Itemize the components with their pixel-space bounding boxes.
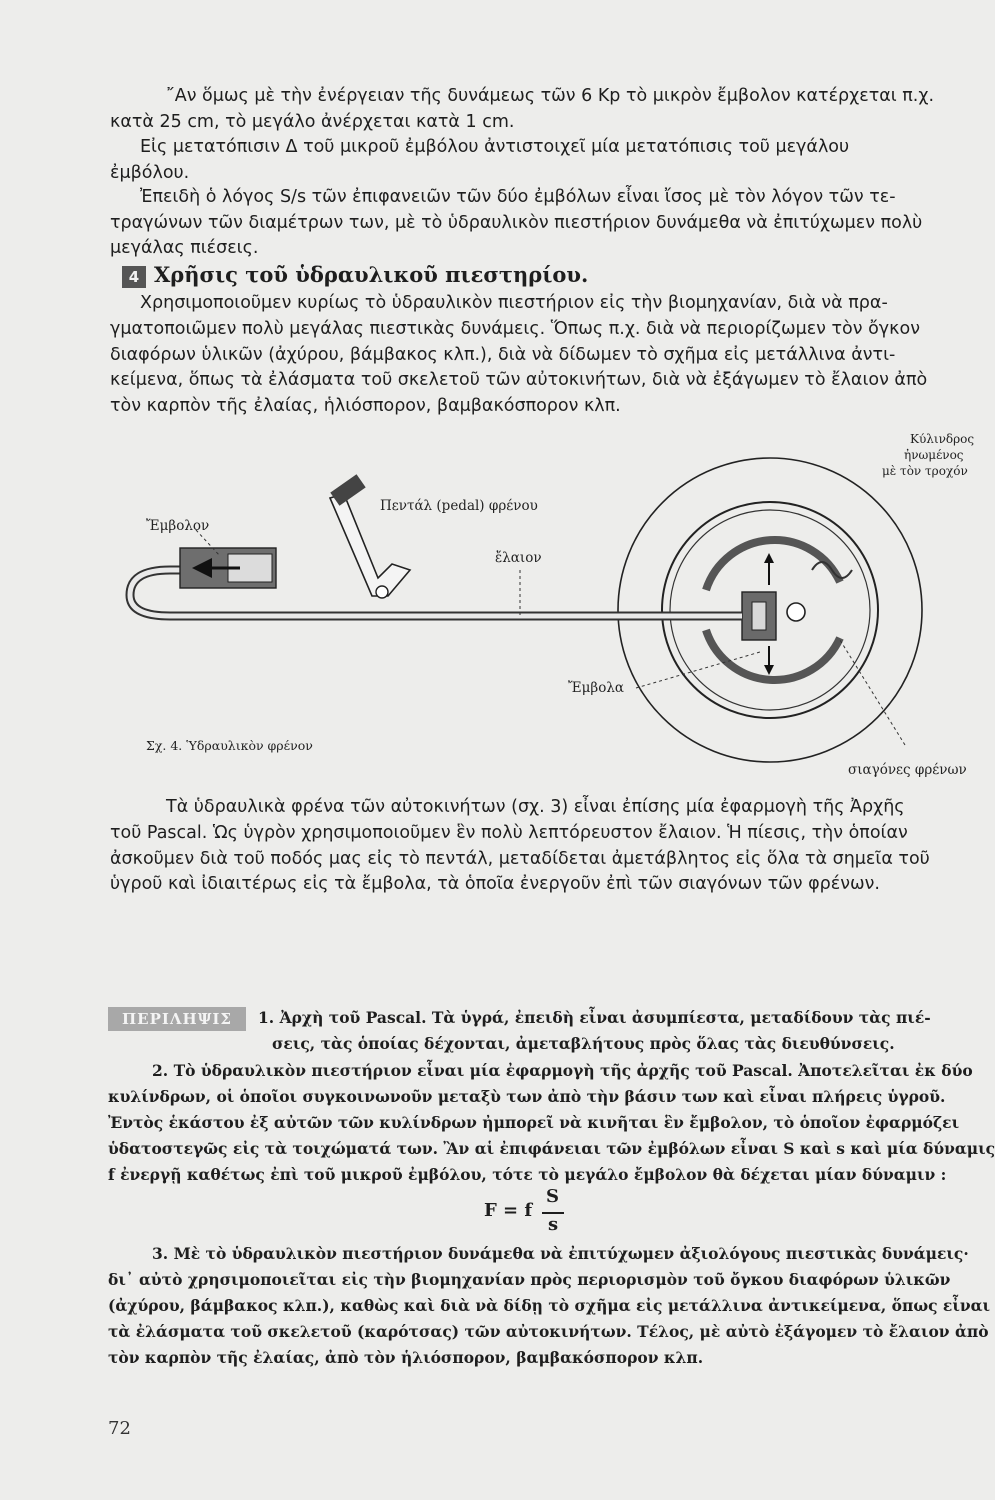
axle-hub [787,603,805,621]
after-figure-line-3: ἀσκοῦμεν διὰ τοῦ ποδός μας εἰς τὸ πεντάλ, μεταδίδεται ἀμετάβλητος εἰς ὅλα τὰ σημεῖα τοῦ [110,849,930,869]
summary-p3-line-2: δι᾿ αὐτὸ χρησιμοποιεῖται εἰς τὴν βιομηχανίαν πρὸς περιορισμὸν τοῦ ὄγκου διαφόρων ὑλικῶν [108,1270,951,1289]
formula-denominator: s [548,1214,559,1235]
summary-p3-line-5: τὸν καρπὸν τῆς ἐλαίας, ἀπὸ τὸν ἡλιόσπορον, βαμβακόσπορον κλπ. [108,1348,704,1367]
intro-line-4: ἐμβόλου. [110,163,190,183]
intro-line-1: ῎Αν ὅμως μὲ τὴν ἐνέργειαν τῆς δυνάμεως τῶν 6 Kp τὸ μικρὸν ἔμβολον κατέρχεται π.χ. [166,86,935,106]
formula-lhs: F = f [484,1200,533,1221]
after-figure-line-2: τοῦ Pascal. Ὡς ὑγρὸν χρησιμοποιοῦμεν ἓν πολὺ λεπτόρευστον ἔλαιον. Ἡ πίεσις, τὴν ὁποίαν [110,823,908,843]
figure-caption: Σχ. 4. Ὑδραυλικὸν φρένον [146,738,313,753]
label-piston: Ἔμβολον [146,518,210,534]
intro-line-7: μεγάλας πιέσεις. [110,238,259,258]
label-pistons: Ἔμβολα [568,680,624,696]
summary-p2-line-5: f ἐνεργῇ καθέτως ἐπὶ τοῦ μικροῦ ἐμβόλου, τότε τὸ μεγάλο ἔμβολον θὰ δέχεται μίαν δύναμιν : [108,1165,947,1184]
margin-label-1: Κύλινδρος [910,432,975,446]
summary-p2-line-2: κυλίνδρων, οἱ ὁποῖοι συγκοινωνοῦν μεταξὺ των ἀπὸ τὴν βάσιν των καὶ εἶναι πλήρεις ὑγροῦ. [108,1087,946,1106]
section-line-1: Χρησιμοποιοῦμεν κυρίως τὸ ὑδραυλικὸν πιεστήριον εἰς τὴν βιομηχανίαν, διὰ νὰ πρα- [140,293,888,313]
pedal-pivot [376,586,388,598]
intro-line-2: κατὰ 25 cm, τὸ μεγάλο ἀνέρχεται κατὰ 1 cm. [110,112,515,132]
summary-p2-line-1: 2. Τὸ ὑδραυλικὸν πιεστήριον εἶναι μία ἐφαρμογὴ τῆς ἀρχῆς τοῦ Pascal. Ἀποτελεῖται ἐκ δύο [152,1061,973,1080]
summary-p1-line-1: 1. Ἀρχὴ τοῦ Pascal. Τὰ ὑγρά, ἐπειδὴ εἶναι ἀσυμπίεστα, μεταδίδουν τὰς πιέ- [258,1008,931,1027]
section-line-3: διαφόρων ὑλικῶν (ἀχύρου, βάμβακος κλπ.), διὰ νὰ δίδωμεν τὸ σχῆμα εἰς μετάλλινα ἀντι- [110,345,896,365]
margin-label-3: μὲ τὸν τροχόν [882,464,968,478]
piston-arrow-up-head [764,553,774,563]
section-line-2: γματοποιῶμεν πολὺ μεγάλας πιεστικὰς δυνάμεις. Ὅπως π.χ. διὰ νὰ περιορίζωμεν τὸν ὄγκον [110,319,920,339]
wheel-cylinder-core [752,602,766,630]
label-oil: ἔλαιον [495,550,542,566]
summary-badge: ΠΕΡΙΛΗΨΙΣ [108,1007,246,1031]
page-number: 72 [108,1418,131,1439]
section-number-badge: 4 [122,266,146,288]
formula-numerator: S [546,1186,559,1207]
label-jaws: σιαγόνες φρένων [848,762,967,778]
after-figure-line-4: ὑγροῦ καὶ ἰδιαιτέρως εἰς τὰ ἔμβολα, τὰ ὁποῖα ἐνεργοῦν ἐπὶ τῶν σιαγόνων τῶν φρένων. [110,874,880,894]
upper-brake-shoe [706,540,840,590]
piston-arrow-down-head [764,665,774,675]
intro-line-5: Ἐπειδὴ ὁ λόγος S/s τῶν ἐπιφανειῶν τῶν δύο ἐμβόλων εἶναι ἴσος μὲ τὸν λόγον τῶν τε- [140,187,896,207]
label-pedal: Πεντάλ (pedal) φρένου [380,498,538,514]
margin-label-2: ἠνωμένος [904,448,964,462]
after-figure-line-1: Τὰ ὑδραυλικὰ φρένα τῶν αὐτοκινήτων (σχ. 3) εἶναι ἐπίσης μία ἐφαρμογὴ τῆς Ἀρχῆς [166,797,905,817]
intro-line-6: τραγώνων τῶν διαμέτρων των, μὲ τὸ ὑδραυλικὸν πιεστήριον δυνάμεθα νὰ ἐπιτύχωμεν πολὺ [110,213,923,233]
intro-line-3: Εἰς μετατόπισιν Δ τοῦ μικροῦ ἐμβόλου ἀντιστοιχεῖ μία μετατόπισις τοῦ μεγάλου [140,137,850,157]
summary-p2-line-4: ὑδατοστεγῶς εἰς τὰ τοιχώματά των. Ἂν αἱ ἐπιφάνειαι τῶν ἐμβόλων εἶναι S καὶ s καὶ μία δύναμις [108,1139,995,1158]
summary-p2-line-3: Ἐντὸς ἑκάστου ἐξ αὐτῶν τῶν κυλίνδρων ἠμπορεῖ νὰ κινῆται ἓν ἔμβολον, τὸ ὁποῖον ἐφαρμόζει [108,1113,960,1132]
summary-p1-line-2: σεις, τὰς ὁποίας δέχονται, ἀμεταβλήτους πρὸς ὅλας τὰς διευθύνσεις. [272,1034,895,1053]
summary-p3-line-1: 3. Μὲ τὸ ὑδραυλικὸν πιεστήριον δυνάμεθα νὰ ἐπιτύχωμεν ἀξιολόγους πιεστικὰς δυνάμεις· [152,1244,969,1263]
section-line-5: τὸν καρπὸν τῆς ἐλαίας, ἡλιόσπορον, βαμβακόσπορον κλπ. [110,396,621,416]
section-title: Χρῆσις τοῦ ὑδραυλικοῦ πιεστηρίου. [154,262,589,287]
summary-p3-line-3: (ἀχύρου, βάμβακος κλπ.), καθὼς καὶ διὰ νὰ δίδῃ τὸ σχῆμα εἰς μετάλλινα ἀντικείμενα, ὅπως εἶναι [108,1296,991,1315]
section-line-4: κείμενα, ὅπως τὰ ἐλάσματα τοῦ σκελετοῦ τῶν αὐτοκινήτων, διὰ νὰ ἐξάγωμεν τὸ ἔλαιον ἀπὸ [110,370,928,390]
summary-p3-line-4: τὰ ἐλάσματα τοῦ σκελετοῦ (καρότσας) τῶν αὐτοκινήτων. Τέλος, μὲ αὐτὸ ἐξάγομεν τὸ ἔλαιον ἀπὸ [108,1322,989,1341]
leader-jaws [840,640,905,745]
